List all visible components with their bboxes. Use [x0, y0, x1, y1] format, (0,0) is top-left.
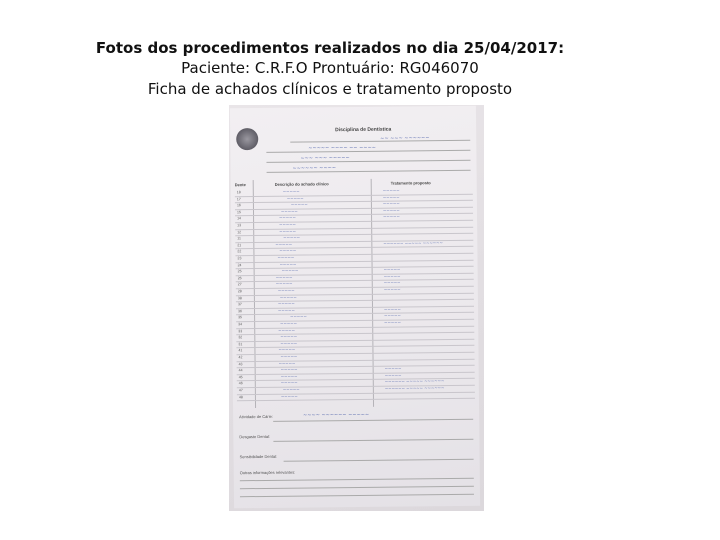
- handwriting: ~~~~~: [383, 306, 401, 312]
- tooth-number: 26: [237, 275, 242, 281]
- tooth-number: 35: [238, 315, 243, 320]
- tooth-number: 25: [237, 269, 242, 274]
- footer-sensitivity-label: Sensibilidade Dental:: [239, 453, 278, 460]
- form-photo: [229, 105, 484, 511]
- table-row-line: [237, 365, 475, 368]
- tooth-number: 33: [238, 328, 243, 333]
- patient-info: Paciente: C.R.F.O Prontuário: RG046070: [181, 59, 479, 77]
- tooth-number: 46: [238, 381, 243, 386]
- table-row-line: [237, 391, 475, 394]
- handwriting: ~~~~~: [279, 294, 297, 300]
- table-row-line: [235, 233, 473, 236]
- footer-caries-label: Atividade de Cárie:: [239, 413, 273, 420]
- table-row-line: [235, 206, 473, 209]
- handwriting: ~~~~~: [277, 287, 295, 293]
- footer-line: [273, 439, 473, 442]
- tooth-number: 32: [238, 335, 243, 340]
- footer-line: [240, 494, 474, 497]
- handwriting: ~~~~~: [280, 320, 297, 326]
- handwriting: ~~~~~: [384, 312, 401, 319]
- table-row-line: [236, 279, 474, 282]
- handwriting: ~~~~~: [280, 373, 298, 379]
- tooth-number: 48: [238, 394, 243, 399]
- slide-title-block: [0, 38, 660, 100]
- footer-wear-label: Desgaste Dental:: [239, 433, 271, 440]
- tooth-number: 18: [236, 190, 241, 195]
- tooth-number: 13: [237, 223, 242, 228]
- table-row-line: [236, 272, 474, 275]
- tooth-number: 28: [237, 289, 242, 294]
- tooth-number: 11: [237, 236, 241, 241]
- handwriting: ~~~~~: [280, 379, 298, 386]
- table-row-line: [236, 312, 474, 315]
- tooth-number: 41: [238, 348, 243, 353]
- table-row-line: [235, 193, 473, 196]
- tooth-number: 14: [237, 216, 241, 221]
- handwriting: ~~ ~~~ ~~~~~~: [380, 135, 430, 142]
- handwriting: ~~~~~: [290, 313, 307, 320]
- handwriting: ~~~~~: [383, 279, 401, 286]
- table-row-line: [236, 266, 474, 269]
- handwriting: ~~~~~: [275, 281, 293, 287]
- footer-other-label: Outras informações relevantes:: [239, 469, 296, 476]
- handwriting: ~~~~~: [279, 221, 296, 227]
- table-row-line: [236, 305, 474, 308]
- handwriting: ~~~~~: [383, 286, 401, 292]
- handwriting: ~~~~~: [279, 248, 297, 254]
- clinical-form-sheet: [230, 106, 480, 509]
- handwriting: ~~~~~: [275, 274, 293, 280]
- header-line: [266, 160, 470, 163]
- handwriting: ~~~~~: [278, 327, 296, 333]
- tooth-number: 45: [238, 374, 243, 380]
- table-row-line: [235, 200, 473, 203]
- handwriting: ~~~~~: [278, 360, 296, 366]
- handwriting: ~~~~~: [382, 187, 400, 193]
- handwriting: ~~~~~: [382, 194, 400, 200]
- table-row-line: [235, 246, 473, 249]
- handwriting: ~~~~~~ ~~~~~ ~~~~~~: [383, 239, 443, 246]
- tooth-number: 36: [238, 308, 242, 314]
- handwriting: ~~~~~: [383, 213, 400, 220]
- form-title: Disciplina de Dentística: [335, 126, 392, 134]
- table-row-line: [236, 332, 474, 335]
- column-header-treatment: Tratamento proposto: [390, 180, 431, 186]
- handwriting: ~~~~~~ ~~~~~ ~~~~~~: [384, 385, 445, 391]
- tooth-number: 23: [237, 256, 242, 261]
- tooth-number: 22: [237, 249, 242, 254]
- handwriting: ~~~~~: [383, 266, 401, 272]
- tooth-number: 17: [236, 196, 241, 201]
- table-row-line: [235, 226, 473, 229]
- table-row-line: [236, 352, 474, 355]
- tooth-number: 42: [238, 355, 243, 360]
- handwriting: ~~~~~: [280, 353, 298, 359]
- handwriting: ~~~~ ~~~~~~ ~~~~~: [303, 411, 370, 419]
- footer-line: [240, 478, 474, 481]
- handwriting: ~~~~~: [278, 347, 296, 353]
- tooth-number: 44: [238, 368, 243, 373]
- tooth-number: 15: [236, 209, 241, 215]
- table-row-line: [237, 398, 475, 401]
- handwriting: ~~~~~: [277, 300, 295, 306]
- handwriting: ~~~~~ ~~~~ ~~ ~~~~: [308, 144, 376, 152]
- handwriting: ~~~~~~ ~~~~: [292, 165, 337, 172]
- table-row-line: [236, 345, 474, 348]
- handwriting: ~~~~~: [280, 393, 298, 399]
- handwriting: ~~~ ~~~ ~~~~~: [300, 155, 350, 162]
- tooth-number: 37: [237, 302, 242, 307]
- handwriting: ~~~~~: [275, 241, 293, 247]
- handwriting: ~~~~~: [279, 228, 296, 234]
- handwriting: ~~~~~: [279, 261, 297, 267]
- table-row-line: [235, 253, 473, 256]
- tooth-number: 38: [237, 295, 242, 300]
- handwriting: ~~~~~: [282, 188, 300, 194]
- handwriting: ~~~~~: [382, 207, 400, 213]
- table-row-line: [236, 325, 474, 328]
- handwriting: ~~~~~: [281, 267, 299, 273]
- handwriting: ~~~~~: [277, 254, 295, 260]
- tooth-number: 31: [238, 341, 243, 347]
- tooth-number: 16: [236, 203, 241, 208]
- table-row-line: [236, 338, 474, 341]
- handwriting: ~~~~~: [382, 200, 400, 206]
- handwriting: ~~~~~: [290, 201, 308, 207]
- tooth-number: 43: [238, 361, 243, 366]
- handwriting: ~~~~~~ ~~~~~ ~~~~~~: [384, 378, 445, 385]
- table-row-line: [236, 292, 474, 295]
- slide-title: Fotos dos procedimentos realizados no dia 25/04/2017:: [95, 39, 565, 57]
- table-row-line: [236, 319, 474, 322]
- column-header-tooth: Dente: [234, 182, 246, 188]
- table-row-line: [236, 299, 474, 302]
- handwriting: ~~~~~: [286, 195, 304, 201]
- footer-line: [273, 419, 473, 422]
- handwriting: ~~~~~: [384, 319, 401, 325]
- table-row-line: [237, 358, 475, 361]
- tooth-number: 24: [237, 262, 242, 267]
- tooth-number: 34: [238, 322, 243, 327]
- handwriting: ~~~~~: [283, 234, 301, 240]
- tooth-number: 27: [237, 282, 242, 287]
- table-row-line: [235, 213, 473, 216]
- handwriting: ~~~~~: [282, 386, 300, 392]
- tooth-number: 21: [237, 242, 242, 248]
- handwriting: ~~~~~: [279, 215, 296, 221]
- university-logo-icon: [236, 128, 258, 150]
- handwriting: ~~~~~: [280, 333, 298, 339]
- handwriting: ~~~~~: [384, 372, 402, 378]
- handwriting: ~~~~~: [280, 208, 298, 214]
- table-row-line: [236, 259, 474, 262]
- handwriting: ~~~~~: [280, 366, 298, 372]
- table-row-line: [236, 286, 474, 289]
- handwriting: ~~~~~: [278, 307, 295, 313]
- footer-line: [240, 486, 474, 489]
- handwriting: ~~~~~: [280, 340, 298, 346]
- handwriting: ~~~~~: [383, 273, 401, 279]
- tooth-number: 47: [238, 388, 243, 393]
- tooth-number: 12: [237, 229, 242, 234]
- handwriting: ~~~~~: [384, 365, 402, 371]
- table-row-line: [235, 220, 473, 223]
- table-row-line: [237, 371, 475, 374]
- column-header-finding: Descrição do achado clínico: [274, 181, 329, 187]
- form-subtitle: Ficha de achados clínicos e tratamento proposto: [147, 80, 513, 98]
- footer-line: [284, 459, 474, 462]
